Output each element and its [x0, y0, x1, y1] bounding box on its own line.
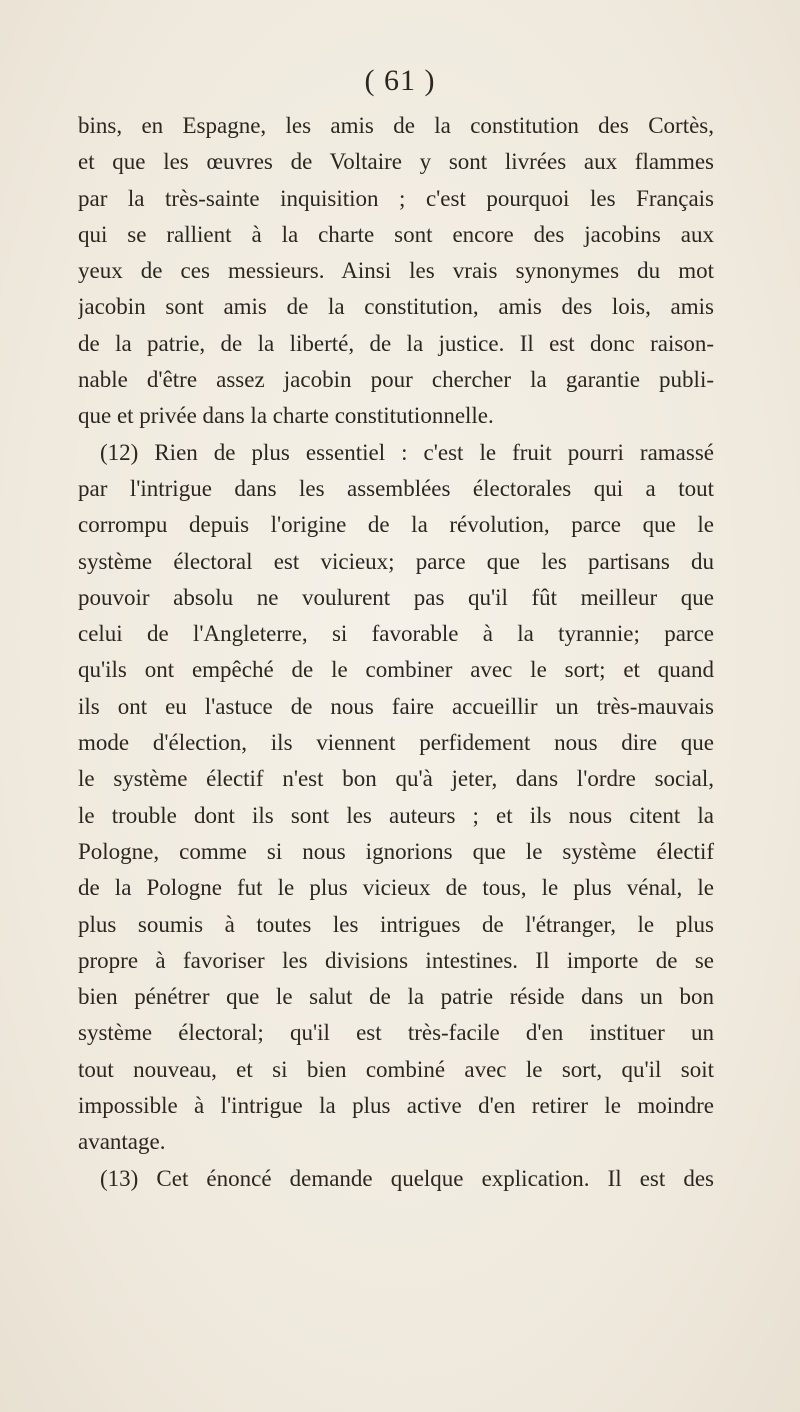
text-line: celui de l'Angleterre, si favorable à la tyrannie; parce	[78, 621, 714, 647]
text-line: yeux de ces messieurs. Ainsi les vrais synonymes du mot	[78, 258, 714, 284]
text-line: le système électif n'est bon qu'à jeter, dans l'ordre social,	[78, 766, 714, 792]
text-line: mode d'élection, ils viennent perfidement nous dire que	[78, 730, 714, 756]
text-line: plus soumis à toutes les intrigues de l'étranger, le plus	[78, 911, 714, 937]
text-line: système électoral; qu'il est très-facile d'en instituer un	[78, 1020, 714, 1046]
text-line: nable d'être assez jacobin pour chercher la garantie publi-	[78, 367, 714, 393]
text-line: par la très-sainte inquisition ; c'est pourquoi les Français	[78, 185, 714, 211]
page-number: ( 61 )	[364, 64, 436, 97]
note-13-start: (13) Cet énoncé demande quelque explication. Il est des	[100, 1165, 714, 1191]
text-line: avantage.	[78, 1129, 166, 1155]
note-12-start: (12) Rien de plus essentiel : c'est le fruit pourri ramassé	[100, 439, 714, 465]
text-line: jacobin sont amis de la constitution, amis des lois, amis	[78, 294, 714, 320]
text-line: le trouble dont ils sont les auteurs ; et ils nous citent la	[78, 802, 714, 828]
text-line: ils ont eu l'astuce de nous faire accueillir un très-mauvais	[78, 693, 714, 719]
text-line: bien pénétrer que le salut de la patrie réside dans un bon	[78, 984, 714, 1010]
text-line: qu'ils ont empêché de le combiner avec le sort; et quand	[78, 657, 714, 683]
body-text	[78, 108, 714, 1197]
text-line: Pologne, comme si nous ignorions que le système électif	[78, 838, 714, 864]
text-line: corrompu depuis l'origine de la révolution, parce que le	[78, 512, 714, 538]
text-line: système électoral est vicieux; parce que les partisans du	[78, 548, 714, 574]
text-line: par l'intrigue dans les assemblées électorales qui a tout	[78, 475, 714, 501]
text-line: que et privée dans la charte constitutionnelle.	[78, 403, 494, 429]
text-line: propre à favoriser les divisions intestines. Il importe de se	[78, 947, 714, 973]
text-line: pouvoir absolu ne voulurent pas qu'il fût meilleur que	[78, 584, 714, 610]
text-line: de la patrie, de la liberté, de la justice. Il est donc raison-	[78, 330, 714, 356]
text-line: de la Pologne fut le plus vicieux de tous, le plus vénal, le	[78, 875, 714, 901]
text-line: impossible à l'intrigue la plus active d'en retirer le moindre	[78, 1093, 714, 1119]
text-line: tout nouveau, et si bien combiné avec le sort, qu'il soit	[78, 1056, 714, 1082]
text-line: bins, en Espagne, les amis de la constitution des Cortès,	[78, 113, 714, 138]
text-line: qui se rallient à la charte sont encore des jacobins aux	[78, 221, 714, 247]
text-line: et que les œuvres de Voltaire y sont livrées aux flammes	[78, 149, 714, 175]
